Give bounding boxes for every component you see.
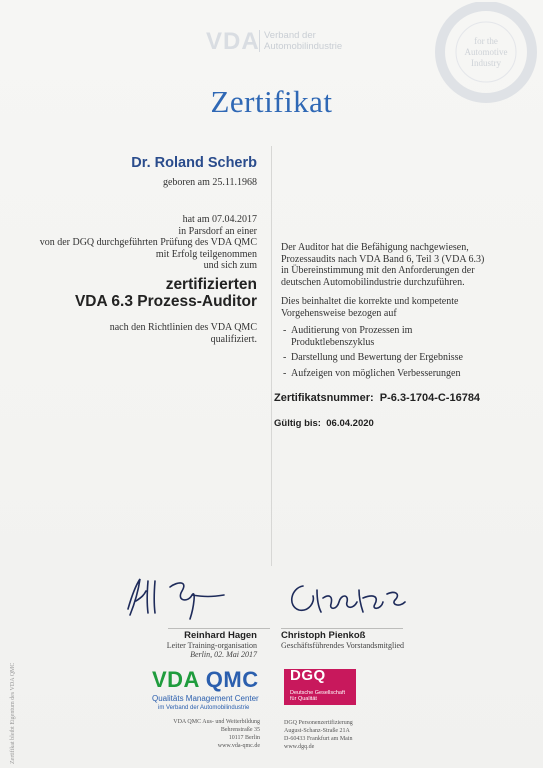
certified-as-label: zertifizierten [165,276,257,293]
list-item: - Darstellung und Bewertung der Ergebnisse [283,352,463,364]
center-divider [271,146,272,566]
signature-line-right [281,628,403,629]
signatory-left: Reinhard Hagen Leiter Training-organisation Berlin, 02. Mai 2017 [166,630,257,659]
page-title: Zertifikat [210,84,333,119]
valid-until: Gültig bis: 06.04.2020 [274,418,374,429]
svg-text:for the: for the [474,36,498,46]
ability-text: Der Auditor hat die Befähigung nachgewiesen, Prozessaudits nach VDA Band 6, Teil 3 (VDA 6.3) in Übereinstimmung mit den Anforderungen der deutschen Automobilindustrie durchzuführen. [281,242,485,288]
exam-text: hat am 07.04.2017 in Parsdorf an einer von der DGQ durchgeführten Prüfung des VDA QMC mit Erfolg teilgenommen und sich zum [39,214,257,272]
side-note: Zertifikat bleibt Eigentum des VDA QMC [10,662,16,764]
list-item: - Aufzeigen von möglichen Verbesserungen [283,367,461,379]
signature-line-left [168,628,270,629]
list-item: - Auditierung von Prozessen im Produktlebenszyklus [283,325,413,348]
vda-qmc-tagline-sub: im Verband der Automobilindustrie [158,705,250,711]
vda-qmc-address: VDA QMC Aus- und Weiterbildung Behrenstraße 35 10117 Berlin www.vda-qmc.de [173,719,260,749]
signature-hagen-icon [118,567,258,627]
watermark-vda-subtitle: Verband der Automobilindustrie [259,30,342,52]
watermark-vda-logo: VDA [206,28,260,55]
dgq-address: DGQ Personenzertifizierung August-Schanz-Straße 21A D-60433 Frankfurt am Main www.dgq.de [284,720,353,750]
svg-text:Industry: Industry [471,58,501,68]
certificate-number: Zertifikatsnummer: P-6.3-1704-C-16784 [274,392,481,404]
signatory-right: Christoph Pienkoß Geschäftsführendes Vorstandsmitglied [281,630,405,650]
signature-pienkoss-icon [283,572,423,624]
guideline-text: nach den Richtlinien des VDA QMC qualifiziert. [109,322,257,345]
vda-qmc-tagline: Qualitäts Management Center [152,694,259,703]
certified-role: VDA 6.3 Prozess-Auditor [74,293,257,310]
vda-qmc-logo: VDA QMC [152,667,259,692]
dgq-logo: DGQ [290,667,326,684]
dgq-logo-text: Deutsche Gesellschaft für Qualität [290,690,346,702]
holder-name: Dr. Roland Scherb [131,155,257,171]
competence-list [283,325,463,383]
includes-text: Dies beinhaltet die korrekte und kompetente Vorgehensweise bezogen auf [281,296,459,319]
svg-text:Automotive: Automotive [464,47,508,57]
birth-date: geboren am 25.11.1968 [162,177,257,188]
